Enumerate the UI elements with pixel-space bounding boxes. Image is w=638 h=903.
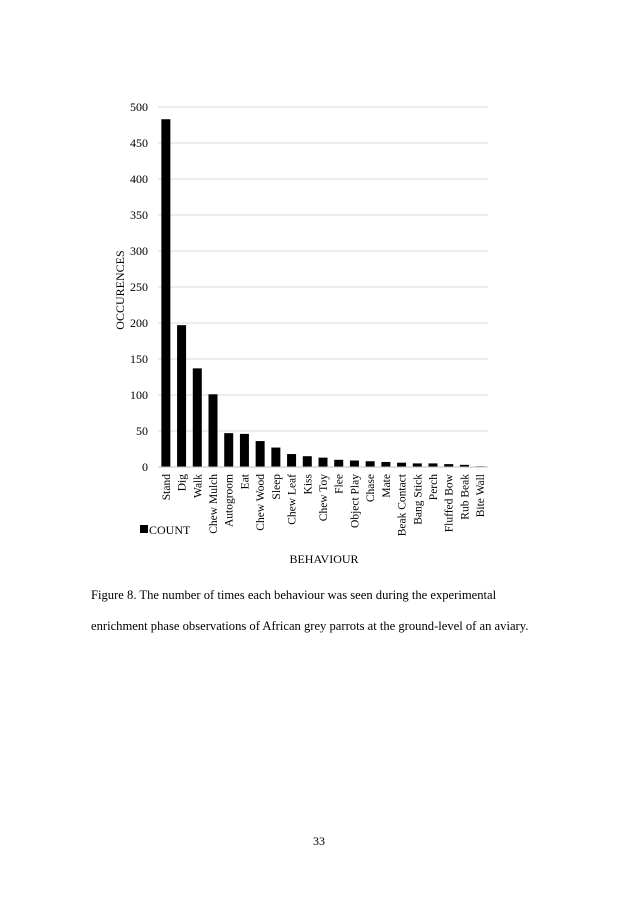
bar-chew-leaf <box>287 454 296 467</box>
x-axis-tick-labels <box>161 473 487 536</box>
y-tick-label: 300 <box>130 244 148 258</box>
chart-legend <box>140 523 191 537</box>
bar-bang-stick <box>413 463 422 467</box>
x-tick-label: Chew Mulch <box>208 474 220 534</box>
bar-chew-toy <box>319 458 328 467</box>
x-tick-label: Rub Beak <box>459 474 472 520</box>
bar-walk <box>193 368 202 467</box>
figure-caption-line-2: enrichment phase observations of African grey parrots at the ground-level of an aviary. <box>91 619 529 633</box>
x-axis-title: BEHAVIOUR <box>289 552 359 566</box>
x-tick-label: Chew Wood <box>255 474 268 531</box>
bar-chew-mulch <box>209 394 218 467</box>
chart-gridlines <box>158 107 488 431</box>
x-tick-label: Bite Wall <box>475 473 488 518</box>
page-number: 33 <box>313 834 325 848</box>
x-tick-label: Bang Stick <box>412 474 425 525</box>
bar-chew-wood <box>256 441 265 467</box>
x-tick-label: Autogroom <box>223 474 236 528</box>
x-tick-label: Stand <box>160 474 173 501</box>
y-axis-title: OCCURENCES <box>113 250 127 330</box>
bar-sleep <box>271 448 280 467</box>
y-tick-label: 50 <box>136 424 148 438</box>
x-tick-label: Kiss <box>302 474 315 495</box>
y-axis-tick-labels <box>130 100 148 474</box>
x-tick-label: Mate <box>380 474 393 498</box>
legend-label-count: COUNT <box>149 523 191 537</box>
bar-stand <box>161 119 170 467</box>
x-tick-label: Fluffed Bow <box>443 474 456 533</box>
figure-caption-line-1: Figure 8. The number of times each behaviour was seen during the experimental <box>91 588 497 602</box>
y-tick-label: 450 <box>130 136 148 150</box>
bar-beak-contact <box>397 463 406 467</box>
bar-perch <box>429 463 438 467</box>
bar-autogroom <box>224 433 233 467</box>
x-tick-label: Walk <box>192 474 205 498</box>
x-tick-label: Object Play <box>349 474 362 528</box>
y-tick-label: 100 <box>130 388 148 402</box>
x-tick-label: Chew Toy <box>318 474 330 522</box>
y-tick-label: 200 <box>130 316 148 330</box>
x-tick-label: Perch <box>428 474 440 501</box>
bar-eat <box>240 434 249 467</box>
x-tick-label: Chew Leaf <box>286 474 299 525</box>
x-tick-label: Dig <box>176 474 189 492</box>
y-tick-label: 400 <box>130 172 148 186</box>
y-tick-label: 0 <box>142 460 148 474</box>
x-tick-label: Flee <box>333 474 346 494</box>
x-tick-label: Sleep <box>270 474 283 500</box>
y-tick-label: 350 <box>130 208 148 222</box>
bar-object-play <box>350 461 359 467</box>
y-tick-label: 500 <box>130 100 148 114</box>
bar-dig <box>177 325 186 467</box>
bar-flee <box>334 460 343 467</box>
x-tick-label: Chase <box>365 474 378 503</box>
legend-swatch <box>140 525 148 533</box>
bar-mate <box>381 462 390 467</box>
x-tick-label: Eat <box>239 474 252 490</box>
x-tick-label: Beak Contact <box>396 474 409 537</box>
y-tick-label: 150 <box>130 352 148 366</box>
y-tick-label: 250 <box>130 280 148 294</box>
bar-kiss <box>303 456 312 467</box>
chart-bars <box>161 119 484 467</box>
bar-chase <box>366 461 375 467</box>
